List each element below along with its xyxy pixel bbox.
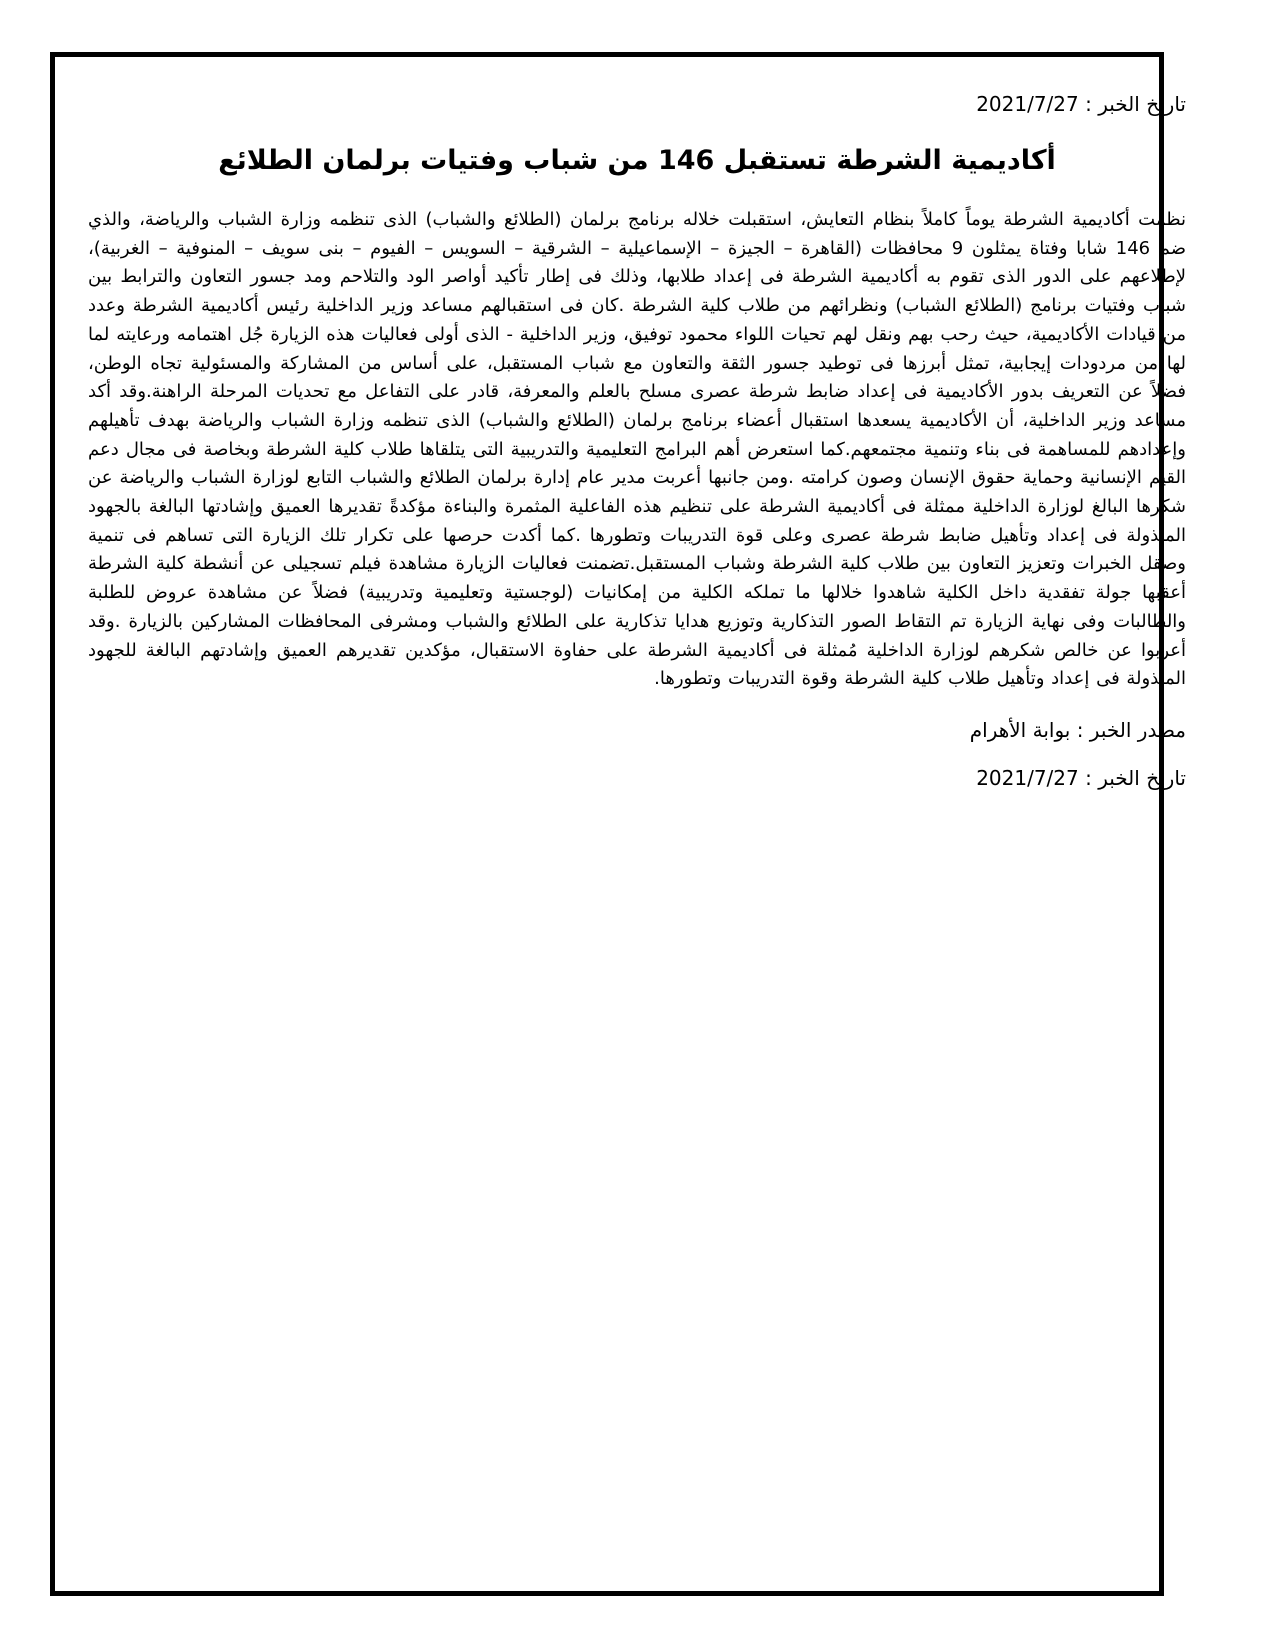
news-date-value: 2021/7/27 <box>976 765 1079 790</box>
article-headline: أكاديمية الشرطة تستقبل 146 من شباب وفتيات برلمان الطلائع <box>218 145 1056 176</box>
news-date-value: 2021/7/27 <box>976 92 1079 116</box>
news-date-label: تاريخ الخبر : <box>1085 92 1186 116</box>
news-date-label: تاريخ الخبر : <box>1085 765 1186 790</box>
article-body: نظمت أكاديمية الشرطة يوماً كاملاً بنظام التعايش، استقبلت خلاله برنامج برلمان (الطلائع والشباب) الذى تنظمه وزارة الشباب والرياضة، والذي ضم 146 شابا وفتاة يمثلون 9 محافظات (القاهرة – الجيزة – الإسماعيلية – الشرقية – السويس – الفيوم – بنى سويف – المنوفية – الغربية)، لإطلاعهم على الدور الذى تقوم به أكاديمية الشرطة فى إعداد طلابها، وذلك فى إطار تأكيد أواصر الود والتلاحم ومد جسور التعاون والترابط بين شباب وفتيات برنامج (الطلائع الشباب) ونظرائهم من طلاب كلية الشرطة .كان فى استقبالهم مساعد وزير الداخلية رئيس أكاديمية الشرطة وعدد من قيادات الأكاديمية، حيث رحب بهم ونقل لهم تحيات اللواء محمود توفيق، وزير الداخلية - الذى أولى فعاليات هذه الزيارة جُل اهتمامه ورعايته لما لها من مردودات إيجابية، تمثل أبرزها فى توطيد جسور الثقة والتعاون مع شباب المستقبل، على أساس من المشاركة والمسئولية تجاه الوطن، فضلاً عن التعريف بدور الأكاديمية فى إعداد ضابط شرطة عصرى مسلح بالعلم والمعرفة، قادر على التفاعل مع تحديات المرحلة الراهنة.وقد أكد مساعد وزير الداخلية، أن الأكاديمية يسعدها استقبال أعضاء برنامج برلمان (الطلائع والشباب) الذى تنظمه وزارة الشباب والرياضة بهدف تأهيلهم وإعدادهم للمساهمة فى بناء وتنمية مجتمعهم.كما استعرض أهم البرامج التعليمية والتدريبية التى يتلقاها طلاب كلية الشرطة وبخاصة فى مجال دعم القيم الإنسانية وحماية حقوق الإنسان وصون كرامته .ومن جانبها أعربت مدير عام إدارة برلمان الطلائع والشباب التابع لوزارة الشباب والرياضة عن شكرها البالغ لوزارة الداخلية ممثلة فى أكاديمية الشرطة على تنظيم هذه الفاعلية المثمرة والبناءة مؤكدةً تقديرها العميق وإشادتها البالغة بالجهود المبذولة فى إعداد وتأهيل ضابط شرطة عصرى وعلى قوة التدريبات وتطورها .كما أكدت حرصها على تكرار تلك الزيارة التى تساهم فى تنمية وصقل الخبرات وتعزيز التعاون بين طلاب كلية الشرطة وشباب المستقبل.تضمنت فعاليات الزيارة مشاهدة فيلم تسجيلى عن أنشطة كلية الشرطة أعقبها جولة تفقدية داخل الكلية شاهدوا خلالها ما تملكه الكلية من إمكانيات (لوجستية وتعليمية وتدريبية) فضلاً عن مشاهدة عروض للطلبة والطالبات وفى نهاية الزيارة تم التقاط الصور التذكارية وتوزيع هدايا تذكارية على الطلائع والشباب ومشرفى المحافظات المشاركين بالزيارة .وقد أعربوا عن خالص شكرهم لوزارة الداخلية مُمثلة فى أكاديمية الشرطة على حفاوة الاستقبال، مؤكدين تقديرهم العميق وإشادتهم البالغة للجهود المبذولة فى إعداد وتأهيل طلاب كلية الشرطة وقوة التدريبات وتطورها. <box>88 209 1186 690</box>
news-article <box>88 60 1186 792</box>
news-source-label: مصدر الخبر : <box>1076 717 1186 742</box>
news-source <box>88 716 1186 744</box>
news-date-bottom <box>88 764 1186 792</box>
news-date-top <box>88 90 1186 118</box>
news-source-value: بوابة الأهرام <box>969 717 1071 742</box>
